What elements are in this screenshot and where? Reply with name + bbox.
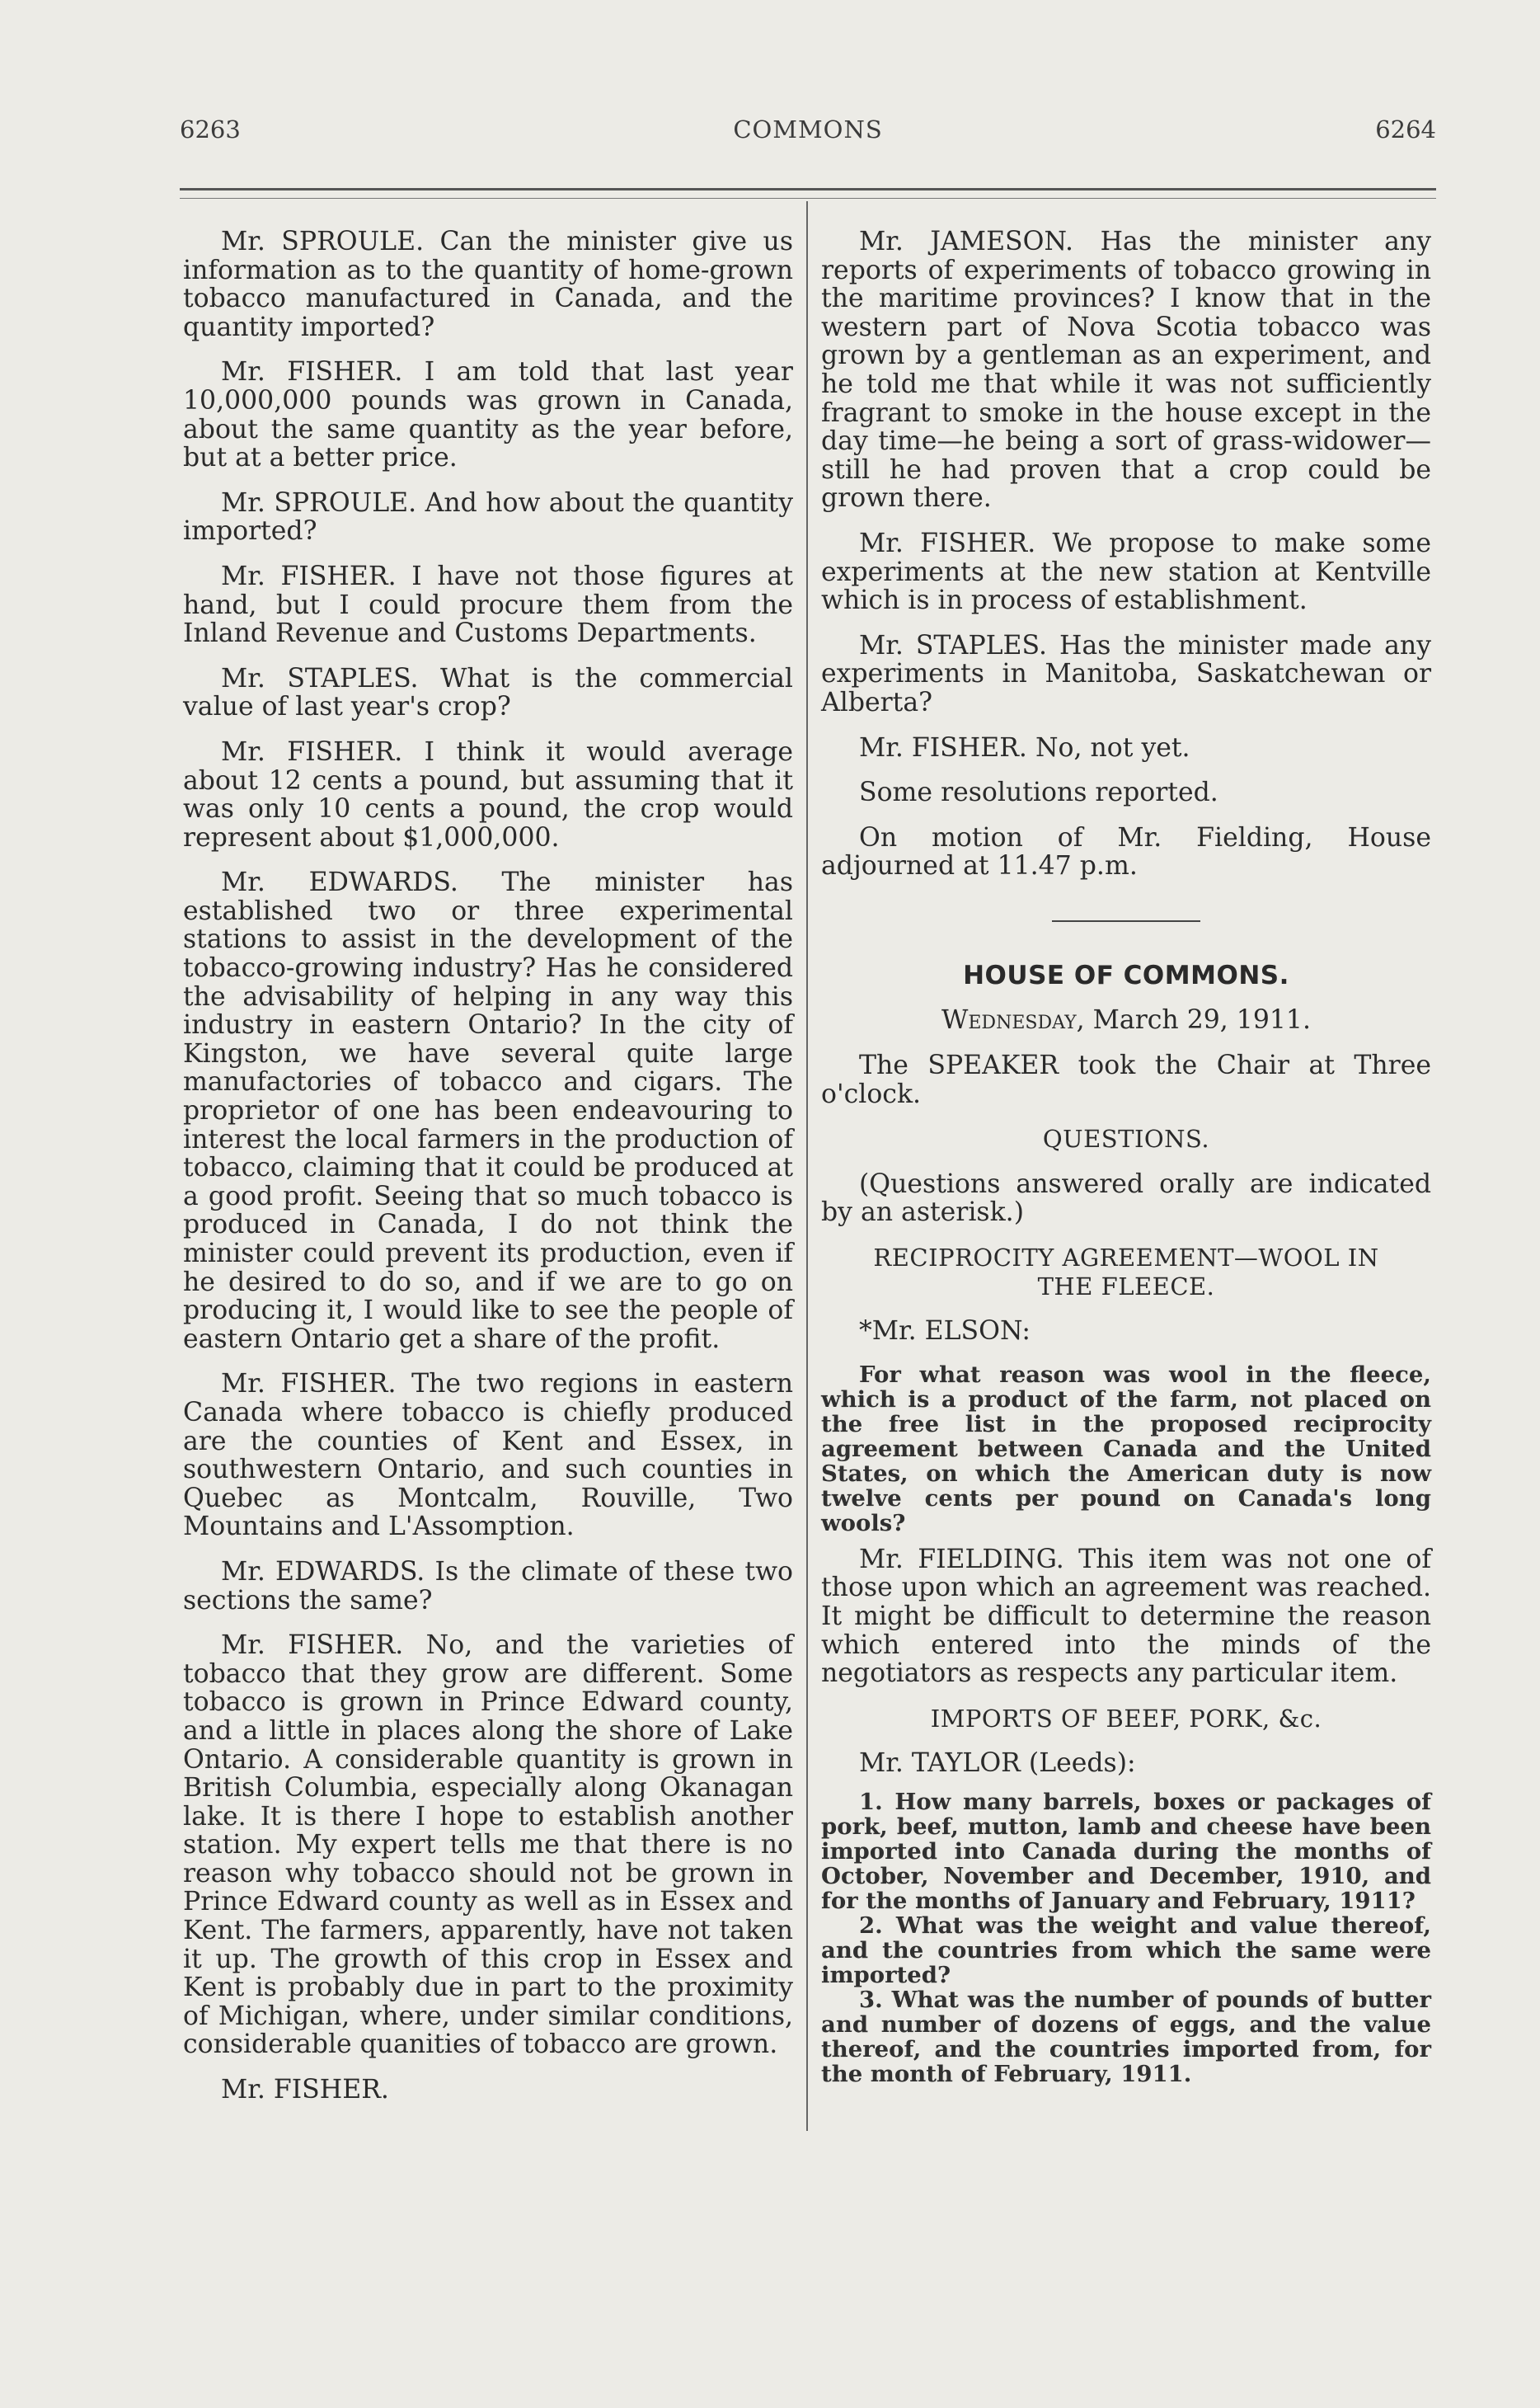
paragraph: Mr. FISHER. I have not those figures at hand, but I could procure them from the Inland Revenue and Customs Departments. [183, 561, 793, 649]
page-number-right: 6264 [1375, 115, 1436, 143]
paragraph: Mr. STAPLES. What is the commercial value of last year's crop? [183, 663, 793, 722]
paragraph: Mr. FISHER. We propose to make some experiments at the new station at Kentville which is in process of establishment. [821, 528, 1431, 616]
paragraph: Some resolutions reported. [859, 778, 1218, 808]
right-column [821, 228, 1431, 2086]
paragraph: On motion of Mr. Fielding, House adjourned at 11.47 p.m. [821, 822, 1431, 882]
date-text: March 29, 1911. [1092, 1005, 1311, 1036]
question-member: *Mr. ELSON: [859, 1316, 1031, 1347]
page-number-left: 6263 [180, 115, 241, 143]
left-column [183, 228, 793, 2121]
paragraph: Mr. FISHER. No, and the varieties of tobacco that they grow are different. Some tobacco is grown in Prince Edward county, and a little in places along the shore of Lake Ontario. A considerable quantity is grown in British Columbia, especially along Okanagan lake. It is there I hope to establish another station. My expert tells me that there is no reason why tobacco should not be grown in Prince Edward county as well as in Essex and Kent. The farmers, apparently, have not taken it up. The growth of this crop in Essex and Kent is probably due in part to the proximity of Michigan, where, under similar conditions, considerable quanities of tobacco are grown. [183, 1630, 793, 2060]
section-divider [1052, 920, 1200, 922]
paragraph: Mr. EDWARDS. Is the climate of these two sections the same? [183, 1556, 793, 1616]
imports-heading: IMPORTS OF BEEF, PORK, &c. [930, 1704, 1322, 1733]
question-text: 1. How many barrels, boxes or packages of pork, beef, mutton, lamb and cheese have been imported into Canada during the months of October, November and December, 1910, and for the months of January and February, 1911? [821, 1788, 1431, 1914]
paragraph: Mr. FISHER. [221, 2075, 389, 2105]
paragraph: Mr. FIELDING. This item was not one of those upon which an agreement was reached. It might be difficult to determine the reason which entered into the minds of the negotiators as respects any particular item. [821, 1544, 1431, 1689]
paragraph: Mr. SPROULE. Can the minister give us information as to the quantity of home-grown tobacco manufactured in Canada, and the quantity imported? [183, 227, 793, 342]
paragraph: The SPEAKER took the Chair at Three o'clock. [821, 1051, 1431, 1109]
header-rule-thin [180, 198, 1436, 199]
question-text: For what reason was wool in the fleece, which is a product of the farm, not placed on the free list in the proposed reciprocity agreement between Canada and the United States, on which the American duty is now twelve cents per pound on Canada's long wools? [821, 1361, 1431, 1536]
questions-heading: QUESTIONS. [1042, 1125, 1210, 1154]
paragraph: Mr. FISHER. I think it would average about 12 cents a pound, but assuming that it was only 10 cents a pound, the crop would represent about $1,000,000. [183, 736, 793, 853]
header-rule-thick [180, 188, 1436, 190]
paragraph: Mr. STAPLES. Has the minister made any experiments in Manitoba, Saskatchewan or Alberta? [821, 630, 1431, 717]
question-member: Mr. TAYLOR (Leeds): [859, 1748, 1136, 1779]
section-title: HOUSE OF COMMONS. [963, 960, 1289, 990]
paragraph: (Questions answered orally are indicated by an asterisk.) [821, 1169, 1431, 1228]
paragraph: Mr. SPROULE. And how about the quantity imported? [183, 487, 793, 547]
question-text: 3. What was the number of pounds of butter and number of dozens of eggs, and the value thereof, and the countries imported from, for the month of February, 1911. [821, 1986, 1431, 2087]
page-header [180, 115, 1436, 157]
paragraph: Mr. FISHER. No, not yet. [859, 732, 1190, 763]
paragraph: Mr. JAMESON. Has the minister any reports of experiments of tobacco growing in the maritime provinces? I know that in the western part of Nova Scotia tobacco was grown by a gentleman as an experiment, and he told me that while it was not sufficiently fragrant to smoke in the house except in the day time—he being a sort of grass-widower—still he had proven that a crop could be grown there. [821, 227, 1431, 514]
paragraph: Mr. EDWARDS. The minister has established two or three experimental stations to assist in the development of the tobacco-growing industry? Has he considered the advisability of helping in any way this industry in eastern Ontario? In the city of Kingston, we have several quite large manufactories of tobacco and cigars. The proprietor of one has been endeavouring to interest the local farmers in the production of tobacco, claiming that it could be produced at a good profit. Seeing that so much tobacco is produced in Canada, I do not think the minister could prevent its production, even if he desired to do so, and if we are to go on producing it, I would like to see the people of eastern Ontario get a share of the profit. [183, 868, 793, 1354]
paragraph: Mr. FISHER. I am told that last year 10,000,000 pounds was grown in Canada, about the same quantity as the year before, but at a better price. [183, 357, 793, 473]
date-weekday: Wednesday, [941, 1005, 1085, 1036]
sitting-date [821, 1006, 1431, 1035]
question-text: 2. What was the weight and value thereof, and the countries from which the same were imported? [821, 1912, 1431, 1988]
paragraph: Mr. FISHER. The two regions in eastern Canada where tobacco is chiefly produced are the counties of Kent and Essex, in southwestern Ontario, and such counties in Quebec as Montcalm, Rouville, Two Mountains and L'Assomption. [183, 1369, 793, 1542]
reciprocity-heading: RECIPROCITY AGREEMENT—WOOL IN THE FLEECE. [873, 1244, 1379, 1300]
running-title: COMMONS [733, 115, 883, 143]
column-divider [806, 201, 808, 2131]
